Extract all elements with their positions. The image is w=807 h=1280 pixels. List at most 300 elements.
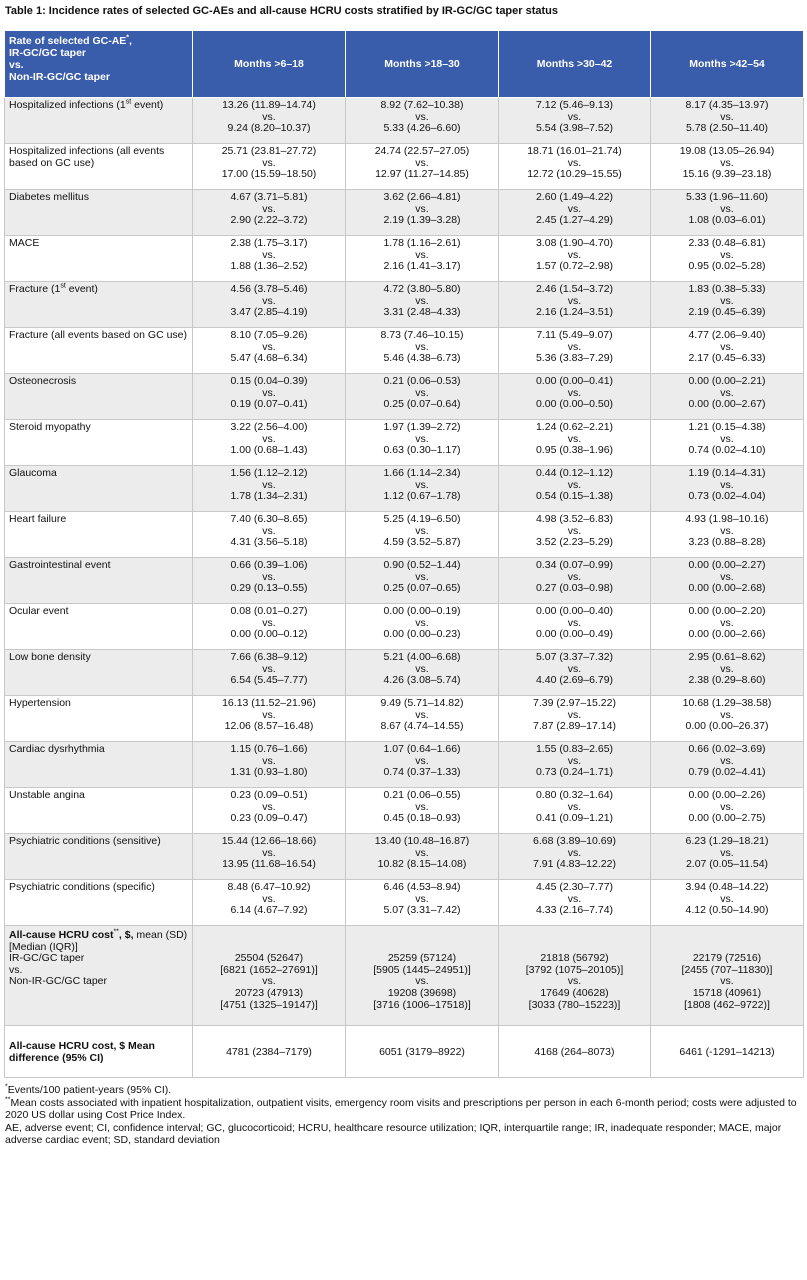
- footnote-abbreviations: AE, adverse event; CI, confidence interval; GC, glucocorticoid; HCRU, healthcare resource utilization; IQR, interquartile range; IR, inadequate responder; MACE, major adverse cardiac event; SD, standard deviation: [5, 1121, 782, 1147]
- footnote-costs: **Mean costs associated with inpatient hospitalization, outpatient visits, emergency room visits and prescriptions per person in each 6-month period; costs were adjusted to 2020 US dollar using Cost Price Index.: [5, 1096, 797, 1122]
- rate-cell: [499, 834, 651, 880]
- non-ir-gc-rate: 8.67 (4.74–14.55): [380, 720, 464, 733]
- non-ir-gc-rate: 1.88 (1.36–2.52): [230, 260, 308, 273]
- non-ir-gc-rate: 17.00 (15.59–18.50): [221, 168, 317, 181]
- ir-gc-rate: 5.25 (4.19–6.50): [383, 513, 461, 525]
- vs-label: vs.: [415, 800, 429, 813]
- rate-cell: [346, 282, 499, 328]
- ir-gc-rate: 1.15 (0.76–1.66): [230, 743, 308, 755]
- vs-label: vs.: [567, 386, 582, 399]
- non-ir-gc-rate: 0.29 (0.13–0.55): [230, 582, 308, 595]
- cost-difference-row: [5, 1026, 804, 1078]
- ir-gc-rate: 16.13 (11.52–21.96): [222, 697, 316, 709]
- vs-label: vs.: [567, 524, 582, 537]
- ir-gc-rate: 0.21 (0.06–0.55): [383, 789, 461, 801]
- ir-gc-rate: 4.77 (2.06–9.40): [688, 329, 766, 341]
- rate-cell: [499, 558, 651, 604]
- rate-cell: [499, 190, 651, 236]
- column-header: Months >42–54: [651, 31, 804, 98]
- rate-cell: [651, 604, 804, 650]
- vs-label: vs.: [415, 386, 429, 399]
- rate-cell: [346, 420, 499, 466]
- vs-label: vs.: [567, 892, 582, 905]
- table-row: [5, 788, 804, 834]
- non-ir-gc-mean: 17649 (40628): [540, 986, 609, 999]
- non-ir-gc-rate: 2.19 (0.45–6.39): [688, 306, 766, 319]
- ir-gc-rate: 2.46 (1.54–3.72): [535, 283, 614, 295]
- row-label: MACE: [5, 236, 193, 282]
- vs-label: vs.: [262, 892, 276, 905]
- rate-cell: [651, 98, 804, 144]
- vs-label: vs.: [567, 975, 582, 988]
- non-ir-gc-rate: 1.12 (0.67–1.78): [383, 490, 461, 503]
- ir-gc-rate: 8.92 (7.62–10.38): [380, 99, 464, 111]
- non-ir-gc-rate: 0.00 (0.00–2.67): [688, 398, 766, 411]
- table-row: [5, 190, 804, 236]
- rate-cell: [346, 558, 499, 604]
- non-ir-gc-rate: 0.19 (0.07–0.41): [230, 398, 308, 411]
- vs-label: vs.: [262, 754, 276, 767]
- non-ir-gc-rate: 2.16 (1.24–3.51): [535, 306, 614, 319]
- vs-label: vs.: [262, 662, 276, 675]
- cost-row: [5, 926, 804, 1026]
- vs-label: vs.: [720, 616, 734, 629]
- rate-cell: [499, 880, 651, 926]
- ir-gc-rate: 6.68 (3.89–10.69): [533, 835, 616, 847]
- rate-cell: [651, 466, 804, 512]
- non-ir-gc-median: [3033 (780–15223)]: [528, 998, 621, 1011]
- rate-cell: [651, 788, 804, 834]
- ir-gc-rate: 4.93 (1.98–10.16): [685, 513, 769, 525]
- vs-label: vs.: [415, 662, 429, 675]
- vs-label: vs.: [567, 110, 582, 123]
- rate-cell: [651, 558, 804, 604]
- non-ir-gc-rate: 0.00 (0.00–2.66): [688, 628, 766, 641]
- ir-gc-rate: 8.17 (4.35–13.97): [685, 99, 769, 111]
- non-ir-gc-mean: 19208 (39698): [387, 986, 457, 999]
- ir-gc-rate: 10.68 (1.29–38.58): [682, 697, 772, 709]
- ir-gc-rate: 7.12 (5.46–9.13): [535, 99, 614, 111]
- non-ir-gc-rate: 5.47 (4.68–6.34): [230, 352, 308, 365]
- rate-cell: [193, 282, 346, 328]
- ir-gc-rate: 4.98 (3.52–6.83): [535, 513, 614, 525]
- ir-gc-rate: 0.66 (0.39–1.06): [230, 559, 308, 571]
- table-row: [5, 144, 804, 190]
- rate-cell: [346, 144, 499, 190]
- ir-gc-median: [3792 (1075–20105)]: [525, 963, 624, 976]
- vs-label: vs.: [415, 478, 429, 491]
- ir-gc-rate: 8.73 (7.46–10.15): [380, 329, 464, 341]
- row-label: Fracture (all events based on GC use): [5, 328, 193, 374]
- cost-cell: [499, 926, 651, 1026]
- vs-label: vs.: [567, 340, 582, 353]
- ir-gc-rate: 0.23 (0.09–0.51): [230, 789, 308, 801]
- footnote-events: *Events/100 patient-years (95% CI).: [5, 1083, 172, 1096]
- ir-gc-rate: 2.60 (1.49–4.22): [535, 191, 614, 203]
- non-ir-gc-rate: 2.17 (0.45–6.33): [688, 352, 766, 365]
- row-label: Hospitalized infections (1st event): [5, 98, 193, 144]
- table-row: [5, 420, 804, 466]
- ir-gc-rate: 0.15 (0.04–0.39): [230, 375, 308, 387]
- non-ir-gc-rate: 0.25 (0.07–0.65): [383, 582, 461, 595]
- vs-label: vs.: [415, 570, 429, 583]
- table-row: [5, 512, 804, 558]
- vs-label: vs.: [262, 202, 276, 215]
- vs-label: vs.: [567, 800, 582, 813]
- rate-cell: [651, 880, 804, 926]
- ir-gc-median: [2455 (707–11830)]: [681, 963, 773, 976]
- table-row: [5, 374, 804, 420]
- non-ir-gc-rate: 2.19 (1.39–3.28): [383, 214, 461, 227]
- non-ir-gc-rate: 1.78 (1.34–2.31): [230, 490, 308, 503]
- non-ir-gc-rate: 4.31 (3.56–5.18): [230, 536, 308, 549]
- non-ir-gc-rate: 0.23 (0.09–0.47): [230, 812, 308, 825]
- ir-gc-mean: 25504 (52647): [234, 952, 304, 965]
- ir-gc-median: [5905 (1445–24951)]: [373, 963, 471, 976]
- vs-label: vs.: [415, 524, 429, 537]
- non-ir-gc-rate: 5.46 (4.38–6.73): [383, 352, 461, 365]
- rate-cell: [651, 374, 804, 420]
- ir-gc-rate: 0.90 (0.52–1.44): [383, 559, 461, 571]
- vs-label: vs.: [262, 846, 276, 859]
- ir-gc-rate: 15.44 (12.66–18.66): [221, 835, 317, 847]
- column-header: Months >30–42: [499, 31, 651, 98]
- vs-label: vs.: [262, 975, 276, 988]
- ir-gc-rate: 24.74 (22.57–27.05): [374, 145, 470, 157]
- row-label: Psychiatric conditions (sensitive): [5, 834, 193, 880]
- vs-label: vs.: [262, 294, 276, 307]
- rate-cell: [651, 236, 804, 282]
- row-label: Fracture (1st event): [5, 282, 193, 328]
- cost-difference-cell: 6051 (3179–8922): [346, 1026, 499, 1078]
- rate-cell: [346, 190, 499, 236]
- vs-label: vs.: [262, 616, 276, 629]
- rate-cell: [499, 236, 651, 282]
- row-label: Low bone density: [5, 650, 193, 696]
- vs-label: vs.: [720, 524, 734, 537]
- vs-label: vs.: [415, 202, 429, 215]
- rate-cell: [193, 236, 346, 282]
- cost-cell: [193, 926, 346, 1026]
- rate-cell: [651, 282, 804, 328]
- ir-gc-rate: 0.00 (0.00–0.41): [535, 375, 614, 387]
- ir-gc-rate: 0.00 (0.00–2.20): [688, 605, 766, 617]
- ir-gc-mean: 22179 (72516): [692, 952, 762, 965]
- ir-gc-rate: 4.45 (2.30–7.77): [535, 881, 614, 893]
- vs-label: vs.: [415, 892, 429, 905]
- rate-cell: [651, 696, 804, 742]
- vs-label: vs.: [415, 846, 429, 859]
- rate-cell: [193, 466, 346, 512]
- rate-cell: [346, 512, 499, 558]
- rate-cell: [346, 742, 499, 788]
- non-ir-gc-rate: 0.00 (0.00–0.49): [535, 628, 614, 641]
- vs-label: vs.: [415, 975, 429, 988]
- non-ir-gc-rate: 5.54 (3.98–7.52): [535, 122, 614, 135]
- ir-gc-mean: 21818 (56792): [540, 952, 609, 965]
- non-ir-gc-rate: 5.78 (2.50–11.40): [685, 122, 769, 135]
- table-row: [5, 328, 804, 374]
- ir-gc-rate: 8.10 (7.05–9.26): [230, 329, 308, 341]
- rate-cell: [499, 98, 651, 144]
- vs-label: vs.: [262, 386, 276, 399]
- row-label-header: Rate of selected GC-AE*, IR-GC/GC taper vs. Non-IR-GC/GC taper: [5, 31, 193, 98]
- non-ir-gc-rate: 0.00 (0.00–2.75): [688, 812, 766, 825]
- ir-gc-rate: 3.08 (1.90–4.70): [535, 237, 614, 249]
- non-ir-gc-rate: 15.16 (9.39–23.18): [682, 168, 772, 181]
- non-ir-gc-rate: 13.95 (11.68–16.54): [222, 858, 316, 871]
- vs-label: vs.: [415, 340, 429, 353]
- column-header: Months >18–30: [346, 31, 499, 98]
- vs-label: vs.: [720, 202, 734, 215]
- vs-label: vs.: [262, 524, 276, 537]
- rate-cell: [651, 190, 804, 236]
- rate-cell: [651, 650, 804, 696]
- non-ir-gc-rate: 2.90 (2.22–3.72): [230, 214, 308, 227]
- vs-label: vs.: [567, 478, 582, 491]
- rate-cell: [193, 650, 346, 696]
- rate-cell: [499, 696, 651, 742]
- table-row: [5, 742, 804, 788]
- non-ir-gc-rate: 4.33 (2.16–7.74): [535, 904, 614, 917]
- non-ir-gc-rate: 0.73 (0.24–1.71): [535, 766, 614, 779]
- non-ir-gc-rate: 0.74 (0.02–4.10): [688, 444, 766, 457]
- rate-cell: [651, 834, 804, 880]
- vs-label: vs.: [415, 248, 429, 261]
- ir-gc-rate: 1.83 (0.38–5.33): [688, 283, 766, 295]
- ir-gc-rate: 0.66 (0.02–3.69): [688, 743, 766, 755]
- ir-gc-rate: 8.48 (6.47–10.92): [227, 881, 311, 893]
- rate-cell: [346, 98, 499, 144]
- non-ir-gc-rate: 3.23 (0.88–8.28): [688, 536, 766, 549]
- rate-cell: [651, 144, 804, 190]
- table-caption: Table 1: Incidence rates of selected GC-AEs and all-cause HCRU costs stratified by IR-GC/GC taper status: [5, 5, 559, 17]
- rate-cell: [499, 650, 651, 696]
- rate-cell: [499, 788, 651, 834]
- rate-cell: [499, 420, 651, 466]
- ir-gc-rate: 18.71 (16.01–21.74): [527, 145, 622, 157]
- row-label: Gastrointestinal event: [5, 558, 193, 604]
- non-ir-gc-rate: 0.54 (0.15–1.38): [535, 490, 614, 503]
- rate-cell: [193, 190, 346, 236]
- ir-gc-rate: 0.44 (0.12–1.12): [535, 467, 614, 479]
- non-ir-gc-mean: 20723 (47913): [234, 986, 304, 999]
- vs-label: vs.: [415, 708, 429, 721]
- rate-cell: [346, 374, 499, 420]
- rate-cell: [193, 420, 346, 466]
- non-ir-gc-rate: 6.54 (5.45–7.77): [230, 674, 308, 687]
- table-row: [5, 236, 804, 282]
- non-ir-gc-rate: 5.33 (4.26–6.60): [383, 122, 461, 135]
- rate-cell: [499, 512, 651, 558]
- non-ir-gc-rate: 3.47 (2.85–4.19): [230, 306, 308, 319]
- non-ir-gc-rate: 5.07 (3.31–7.42): [383, 904, 461, 917]
- vs-label: vs.: [262, 248, 276, 261]
- non-ir-gc-rate: 0.00 (0.00–2.68): [688, 582, 766, 595]
- rate-cell: [499, 466, 651, 512]
- non-ir-gc-rate: 0.00 (0.00–0.12): [230, 628, 308, 641]
- rate-cell: [193, 558, 346, 604]
- rate-cell: [193, 144, 346, 190]
- ir-gc-rate: 4.67 (3.71–5.81): [230, 191, 308, 203]
- ir-gc-rate: 2.38 (1.75–3.17): [230, 237, 308, 249]
- vs-label: vs.: [567, 708, 582, 721]
- ir-gc-rate: 0.21 (0.06–0.53): [383, 375, 461, 387]
- vs-label: vs.: [415, 156, 429, 169]
- ir-gc-rate: 1.66 (1.14–2.34): [383, 467, 461, 479]
- row-label: Cardiac dysrhythmia: [5, 742, 193, 788]
- rate-cell: [499, 282, 651, 328]
- ir-gc-rate: 1.56 (1.12–2.12): [230, 467, 308, 479]
- row-label: Ocular event: [5, 604, 193, 650]
- cost-cell: [651, 926, 804, 1026]
- ir-gc-rate: 1.07 (0.64–1.66): [383, 743, 461, 755]
- ir-gc-rate: 0.00 (0.00–2.26): [688, 789, 766, 801]
- ir-gc-rate: 1.78 (1.16–2.61): [383, 237, 461, 249]
- rate-cell: [346, 328, 499, 374]
- non-ir-gc-rate: 0.00 (0.00–0.50): [535, 398, 614, 411]
- ir-gc-rate: 4.72 (3.80–5.80): [383, 283, 461, 295]
- table-row: [5, 834, 804, 880]
- vs-label: vs.: [567, 846, 582, 859]
- rate-cell: [346, 880, 499, 926]
- ir-gc-rate: 1.55 (0.83–2.65): [535, 743, 614, 755]
- ir-gc-rate: 7.66 (6.38–9.12): [230, 651, 308, 663]
- ir-gc-rate: 1.24 (0.62–2.21): [535, 421, 614, 433]
- vs-label: vs.: [567, 754, 582, 767]
- non-ir-gc-rate: 12.72 (10.29–15.55): [527, 168, 622, 181]
- ir-gc-mean: 25259 (57124): [387, 952, 457, 965]
- ir-gc-rate: 7.39 (2.97–15.22): [533, 697, 616, 709]
- table-row: [5, 466, 804, 512]
- rate-cell: [499, 742, 651, 788]
- rate-cell: [346, 466, 499, 512]
- non-ir-gc-rate: 9.24 (8.20–10.37): [227, 122, 311, 135]
- vs-label: vs.: [415, 294, 429, 307]
- incidence-table: [4, 30, 804, 1078]
- vs-label: vs.: [720, 708, 734, 721]
- vs-label: vs.: [262, 800, 276, 813]
- rate-cell: [193, 512, 346, 558]
- table-row: [5, 650, 804, 696]
- footnotes: [5, 1084, 800, 1147]
- non-ir-gc-rate: 0.74 (0.37–1.33): [383, 766, 461, 779]
- rate-cell: [651, 742, 804, 788]
- vs-label: vs.: [720, 386, 734, 399]
- ir-gc-rate: 0.00 (0.00–2.27): [688, 559, 766, 571]
- rate-cell: [346, 236, 499, 282]
- ir-gc-rate: 1.21 (0.15–4.38): [688, 421, 766, 433]
- rate-cell: [193, 604, 346, 650]
- non-ir-gc-rate: 10.82 (8.15–14.08): [377, 858, 467, 871]
- row-label: Diabetes mellitus: [5, 190, 193, 236]
- cost-difference-cell: 6461 (-1291–14213): [651, 1026, 804, 1078]
- vs-label: vs.: [415, 110, 429, 123]
- table-row: [5, 604, 804, 650]
- non-ir-gc-rate: 0.00 (0.00–26.37): [685, 720, 769, 733]
- ir-gc-rate: 1.97 (1.39–2.72): [383, 421, 461, 433]
- non-ir-gc-rate: 0.41 (0.09–1.21): [535, 812, 614, 825]
- vs-label: vs.: [262, 432, 276, 445]
- table-row: [5, 696, 804, 742]
- ir-gc-rate: 5.07 (3.37–7.32): [535, 651, 614, 663]
- non-ir-gc-rate: 7.91 (4.83–12.22): [533, 858, 616, 871]
- row-label: Hypertension: [5, 696, 193, 742]
- vs-label: vs.: [720, 340, 734, 353]
- non-ir-gc-rate: 0.95 (0.38–1.96): [535, 444, 614, 457]
- rate-cell: [499, 144, 651, 190]
- rate-cell: [193, 742, 346, 788]
- non-ir-gc-median: [3716 (1006–17518)]: [373, 998, 471, 1011]
- row-label: Steroid myopathy: [5, 420, 193, 466]
- non-ir-gc-rate: 0.63 (0.30–1.17): [383, 444, 461, 457]
- non-ir-gc-rate: 0.27 (0.03–0.98): [535, 582, 614, 595]
- table-body: [5, 98, 804, 1078]
- ir-gc-rate: 0.08 (0.01–0.27): [230, 605, 308, 617]
- non-ir-gc-rate: 12.97 (11.27–14.85): [375, 168, 469, 181]
- vs-label: vs.: [567, 432, 582, 445]
- non-ir-gc-rate: 3.52 (2.23–5.29): [535, 536, 614, 549]
- ir-gc-rate: 0.00 (0.00–0.40): [535, 605, 614, 617]
- cost-difference-label: All-cause HCRU cost, $ Mean difference (95% CI): [5, 1026, 193, 1078]
- ir-gc-rate: 6.23 (1.29–18.21): [685, 835, 769, 847]
- cost-cell: [346, 926, 499, 1026]
- row-label: Psychiatric conditions (specific): [5, 880, 193, 926]
- ir-gc-rate: 0.34 (0.07–0.99): [535, 559, 614, 571]
- rate-cell: [193, 696, 346, 742]
- rate-cell: [193, 788, 346, 834]
- non-ir-gc-rate: 12.06 (8.57–16.48): [224, 720, 314, 733]
- vs-label: vs.: [567, 570, 582, 583]
- non-ir-gc-rate: 6.14 (4.67–7.92): [230, 904, 308, 917]
- non-ir-gc-rate: 0.79 (0.02–4.41): [688, 766, 766, 779]
- cost-row-label: All-cause HCRU cost**, $, mean (SD) [Median (IQR)] IR-GC/GC taper vs. Non-IR-GC/GC taper: [5, 926, 193, 1026]
- rate-cell: [193, 98, 346, 144]
- row-label: Heart failure: [5, 512, 193, 558]
- ir-gc-rate: 7.40 (6.30–8.65): [230, 513, 308, 525]
- vs-label: vs.: [567, 202, 582, 215]
- ir-gc-rate: 4.56 (3.78–5.46): [230, 283, 308, 295]
- non-ir-gc-rate: 1.57 (0.72–2.98): [535, 260, 614, 273]
- vs-label: vs.: [262, 708, 276, 721]
- non-ir-gc-rate: 5.36 (3.83–7.29): [535, 352, 614, 365]
- row-label: Hospitalized infections (all events based on GC use): [5, 144, 193, 190]
- table-row: [5, 880, 804, 926]
- vs-label: vs.: [262, 340, 276, 353]
- vs-label: vs.: [720, 156, 734, 169]
- ir-gc-rate: 3.62 (2.66–4.81): [383, 191, 461, 203]
- non-ir-gc-rate: 1.00 (0.68–1.43): [230, 444, 308, 457]
- non-ir-gc-rate: 3.31 (2.48–4.33): [383, 306, 461, 319]
- non-ir-gc-rate: 2.07 (0.05–11.54): [685, 858, 769, 871]
- rate-cell: [346, 834, 499, 880]
- non-ir-gc-median: [1808 (462–9722)]: [684, 998, 770, 1011]
- rate-cell: [499, 604, 651, 650]
- non-ir-gc-rate: 0.45 (0.18–0.93): [383, 812, 461, 825]
- vs-label: vs.: [262, 156, 276, 169]
- rate-cell: [193, 328, 346, 374]
- rate-cell: [651, 512, 804, 558]
- ir-gc-rate: 5.21 (4.00–6.68): [383, 651, 461, 663]
- vs-label: vs.: [720, 892, 734, 905]
- non-ir-gc-rate: 4.40 (2.69–6.79): [535, 674, 614, 687]
- ir-gc-rate: 1.19 (0.14–4.31): [688, 467, 766, 479]
- vs-label: vs.: [720, 754, 734, 767]
- non-ir-gc-mean: 15718 (40961): [692, 986, 762, 999]
- ir-gc-rate: 6.46 (4.53–8.94): [383, 881, 461, 893]
- vs-label: vs.: [567, 616, 582, 629]
- rate-cell: [346, 650, 499, 696]
